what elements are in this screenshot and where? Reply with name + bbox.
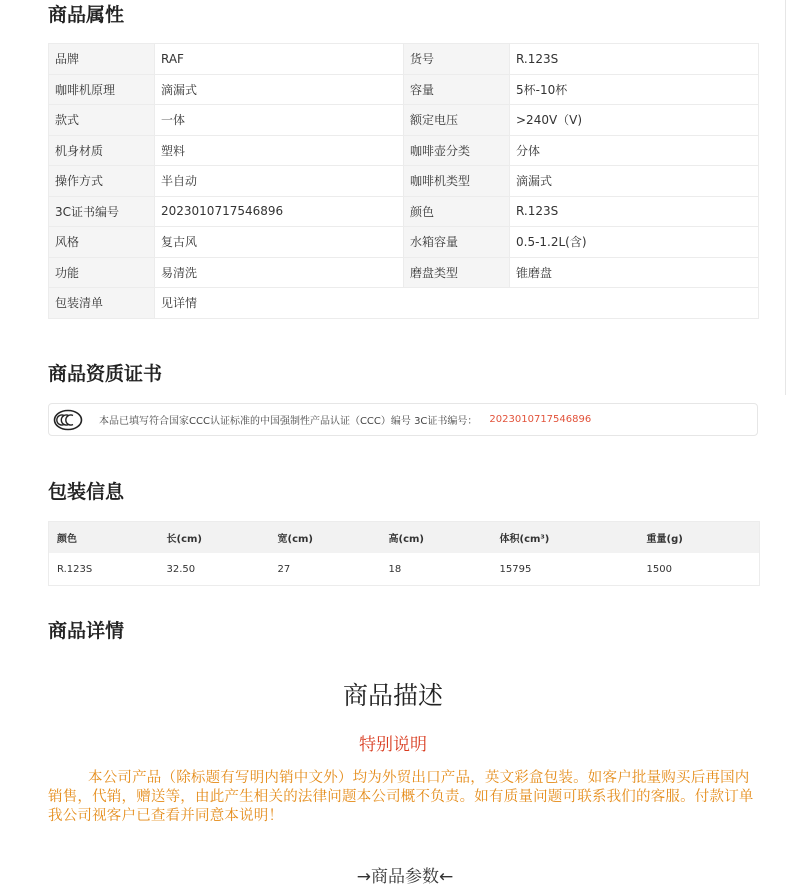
attribute-value: 滴漏式 <box>510 166 759 197</box>
special-note-heading: 特别说明 <box>359 735 427 755</box>
attribute-value: 0.5-1.2L(含) <box>510 227 759 258</box>
attribute-key: 3C证书编号 <box>49 196 155 227</box>
package-cell: 27 <box>270 553 381 586</box>
attribute-key: 容量 <box>404 74 510 105</box>
package-table <box>48 521 760 586</box>
attribute-key: 水箱容量 <box>404 227 510 258</box>
attribute-key: 包装清单 <box>49 288 155 319</box>
attribute-key: 款式 <box>49 105 155 136</box>
attribute-row <box>49 227 759 258</box>
attribute-key: 额定电压 <box>404 105 510 136</box>
package-header-cell: 重量(g) <box>639 522 760 554</box>
package-cell: R.123S <box>49 553 159 586</box>
detail-title: 商品详情 <box>48 620 125 642</box>
description-heading: 商品描述 <box>342 681 443 710</box>
attribute-row <box>49 166 759 197</box>
package-header-cell: 长(cm) <box>159 522 270 554</box>
attribute-row <box>49 196 759 227</box>
package-title: 包装信息 <box>48 481 125 503</box>
attribute-value: RAF <box>155 44 404 75</box>
attributes-title: 商品属性 <box>48 4 125 26</box>
attribute-value: 一体 <box>155 105 404 136</box>
package-cell: 18 <box>381 553 492 586</box>
attribute-value: 复古风 <box>155 227 404 258</box>
attribute-value: 分体 <box>510 135 759 166</box>
special-note-text: 本公司产品（除标题有写明内销中文外）均为外贸出口产品，英文彩盒包装。如客户批量购买后再国内销售，代销，赠送等，由此产生相关的法律问题本公司概不负责。如有质量问题可联系我们的客服。付款订单我公司视客户已查看并同意本说明！ <box>48 770 754 824</box>
attribute-row <box>49 257 759 288</box>
attribute-value: R.123S <box>510 196 759 227</box>
attribute-value: 塑料 <box>155 135 404 166</box>
attributes-table <box>48 43 759 319</box>
attribute-value: 5杯-10杯 <box>510 74 759 105</box>
attribute-value: 2023010717546896 <box>155 196 404 227</box>
attribute-key: 货号 <box>404 44 510 75</box>
attribute-value: 见详情 <box>155 288 759 319</box>
attribute-value: R.123S <box>510 44 759 75</box>
certificate-number: 2023010717546896 <box>489 414 592 425</box>
attribute-key: 咖啡壶分类 <box>404 135 510 166</box>
package-cell: 32.50 <box>159 553 270 586</box>
package-cell: 15795 <box>492 553 639 586</box>
params-heading: →商品参数← <box>356 867 454 887</box>
package-cell: 1500 <box>639 553 760 586</box>
attribute-row <box>49 135 759 166</box>
certificate-title: 商品资质证书 <box>48 363 163 385</box>
attribute-key: 操作方式 <box>49 166 155 197</box>
attribute-row <box>49 105 759 136</box>
attribute-key: 机身材质 <box>49 135 155 166</box>
attribute-key: 颜色 <box>404 196 510 227</box>
package-header-cell: 颜色 <box>49 522 159 554</box>
certificate-box <box>48 403 758 436</box>
package-header-cell: 高(cm) <box>381 522 492 554</box>
attribute-value: 锥磨盘 <box>510 257 759 288</box>
certificate-text: 本品已填写符合国家CCC认证标准的中国强制性产品认证（CCC）编号 3C证书编号： <box>99 416 478 427</box>
attribute-row <box>49 74 759 105</box>
package-header-cell: 体积(cm³) <box>492 522 639 554</box>
attribute-key: 功能 <box>49 257 155 288</box>
attribute-key: 风格 <box>49 227 155 258</box>
attribute-key: 咖啡机类型 <box>404 166 510 197</box>
attribute-key: 咖啡机原理 <box>49 74 155 105</box>
attribute-key: 品牌 <box>49 44 155 75</box>
attribute-value: 滴漏式 <box>155 74 404 105</box>
attribute-value: 半自动 <box>155 166 404 197</box>
attribute-value: 易清洗 <box>155 257 404 288</box>
attribute-row <box>49 44 759 75</box>
package-header-row <box>49 522 760 554</box>
ccc-icon <box>53 409 83 431</box>
attribute-row <box>49 288 759 319</box>
attribute-key: 磨盘类型 <box>404 257 510 288</box>
attribute-value: >240V（V) <box>510 105 759 136</box>
package-header-cell: 宽(cm) <box>270 522 381 554</box>
package-row <box>49 553 760 586</box>
